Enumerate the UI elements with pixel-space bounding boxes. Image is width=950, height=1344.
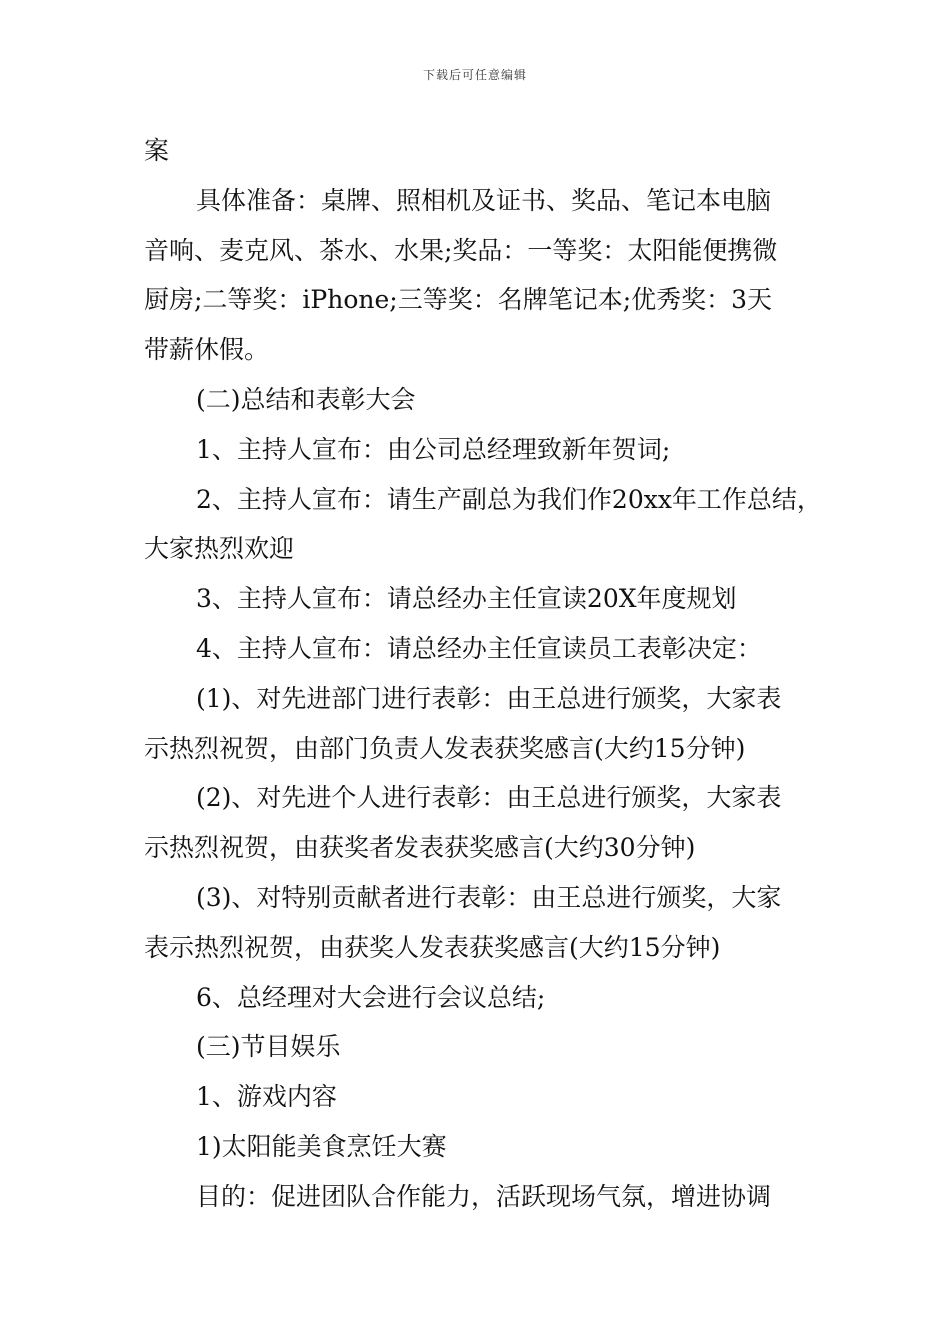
text-line: 大家热烈欢迎 xyxy=(144,534,295,564)
text-line: 4、主持人宣布：请总经办主任宣读员工表彰决定： xyxy=(196,633,762,663)
text-line: 示热烈祝贺，由获奖者发表获奖感言(大约30分钟) xyxy=(144,833,696,863)
page-header: 下载后可任意编辑 xyxy=(422,68,527,82)
text-line: 3、主持人宣布：请总经办主任宣读20X年度规划 xyxy=(196,584,737,614)
section-heading: (二)总结和表彰大会 xyxy=(196,384,416,414)
text-line: (1)、对先进部门进行表彰：由王总进行颁奖，大家表 xyxy=(196,683,782,713)
text-line: 具体准备：桌牌、照相机及证书、奖品、笔记本电脑 xyxy=(196,185,772,215)
text-line: 音响、麦克风、茶水、水果;奖品：一等奖：太阳能便携微 xyxy=(144,235,778,265)
text-line: 带薪休假。 xyxy=(144,335,270,365)
section-heading: (三)节目娱乐 xyxy=(196,1032,341,1062)
text-line: 1、主持人宣布：由公司总经理致新年贺词; xyxy=(196,434,671,464)
text-line: 案 xyxy=(144,136,170,165)
text-line: 目的：促进团队合作能力，活跃现场气氛，增进协调 xyxy=(196,1181,772,1211)
text-line: 厨房;二等奖：iPhone;三等奖：名牌笔记本;优秀奖：3天 xyxy=(144,285,773,315)
text-line: 示热烈祝贺，由部门负责人发表获奖感言(大约15分钟) xyxy=(144,733,746,763)
text-line: 6、总经理对大会进行会议总结; xyxy=(196,982,546,1012)
text-line: 表示热烈祝贺，由获奖人发表获奖感言(大约15分钟) xyxy=(144,932,721,962)
text-line: 1、游戏内容 xyxy=(196,1082,337,1112)
text-line: (3)、对特别贡献者进行表彰：由王总进行颁奖，大家 xyxy=(196,882,782,912)
text-line: (2)、对先进个人进行表彰：由王总进行颁奖，大家表 xyxy=(196,783,782,813)
text-line: 2、主持人宣布：请生产副总为我们作20xx年工作总结， xyxy=(196,484,822,514)
document-body xyxy=(144,126,824,1222)
text-line: 1)太阳能美食烹饪大赛 xyxy=(196,1131,447,1161)
